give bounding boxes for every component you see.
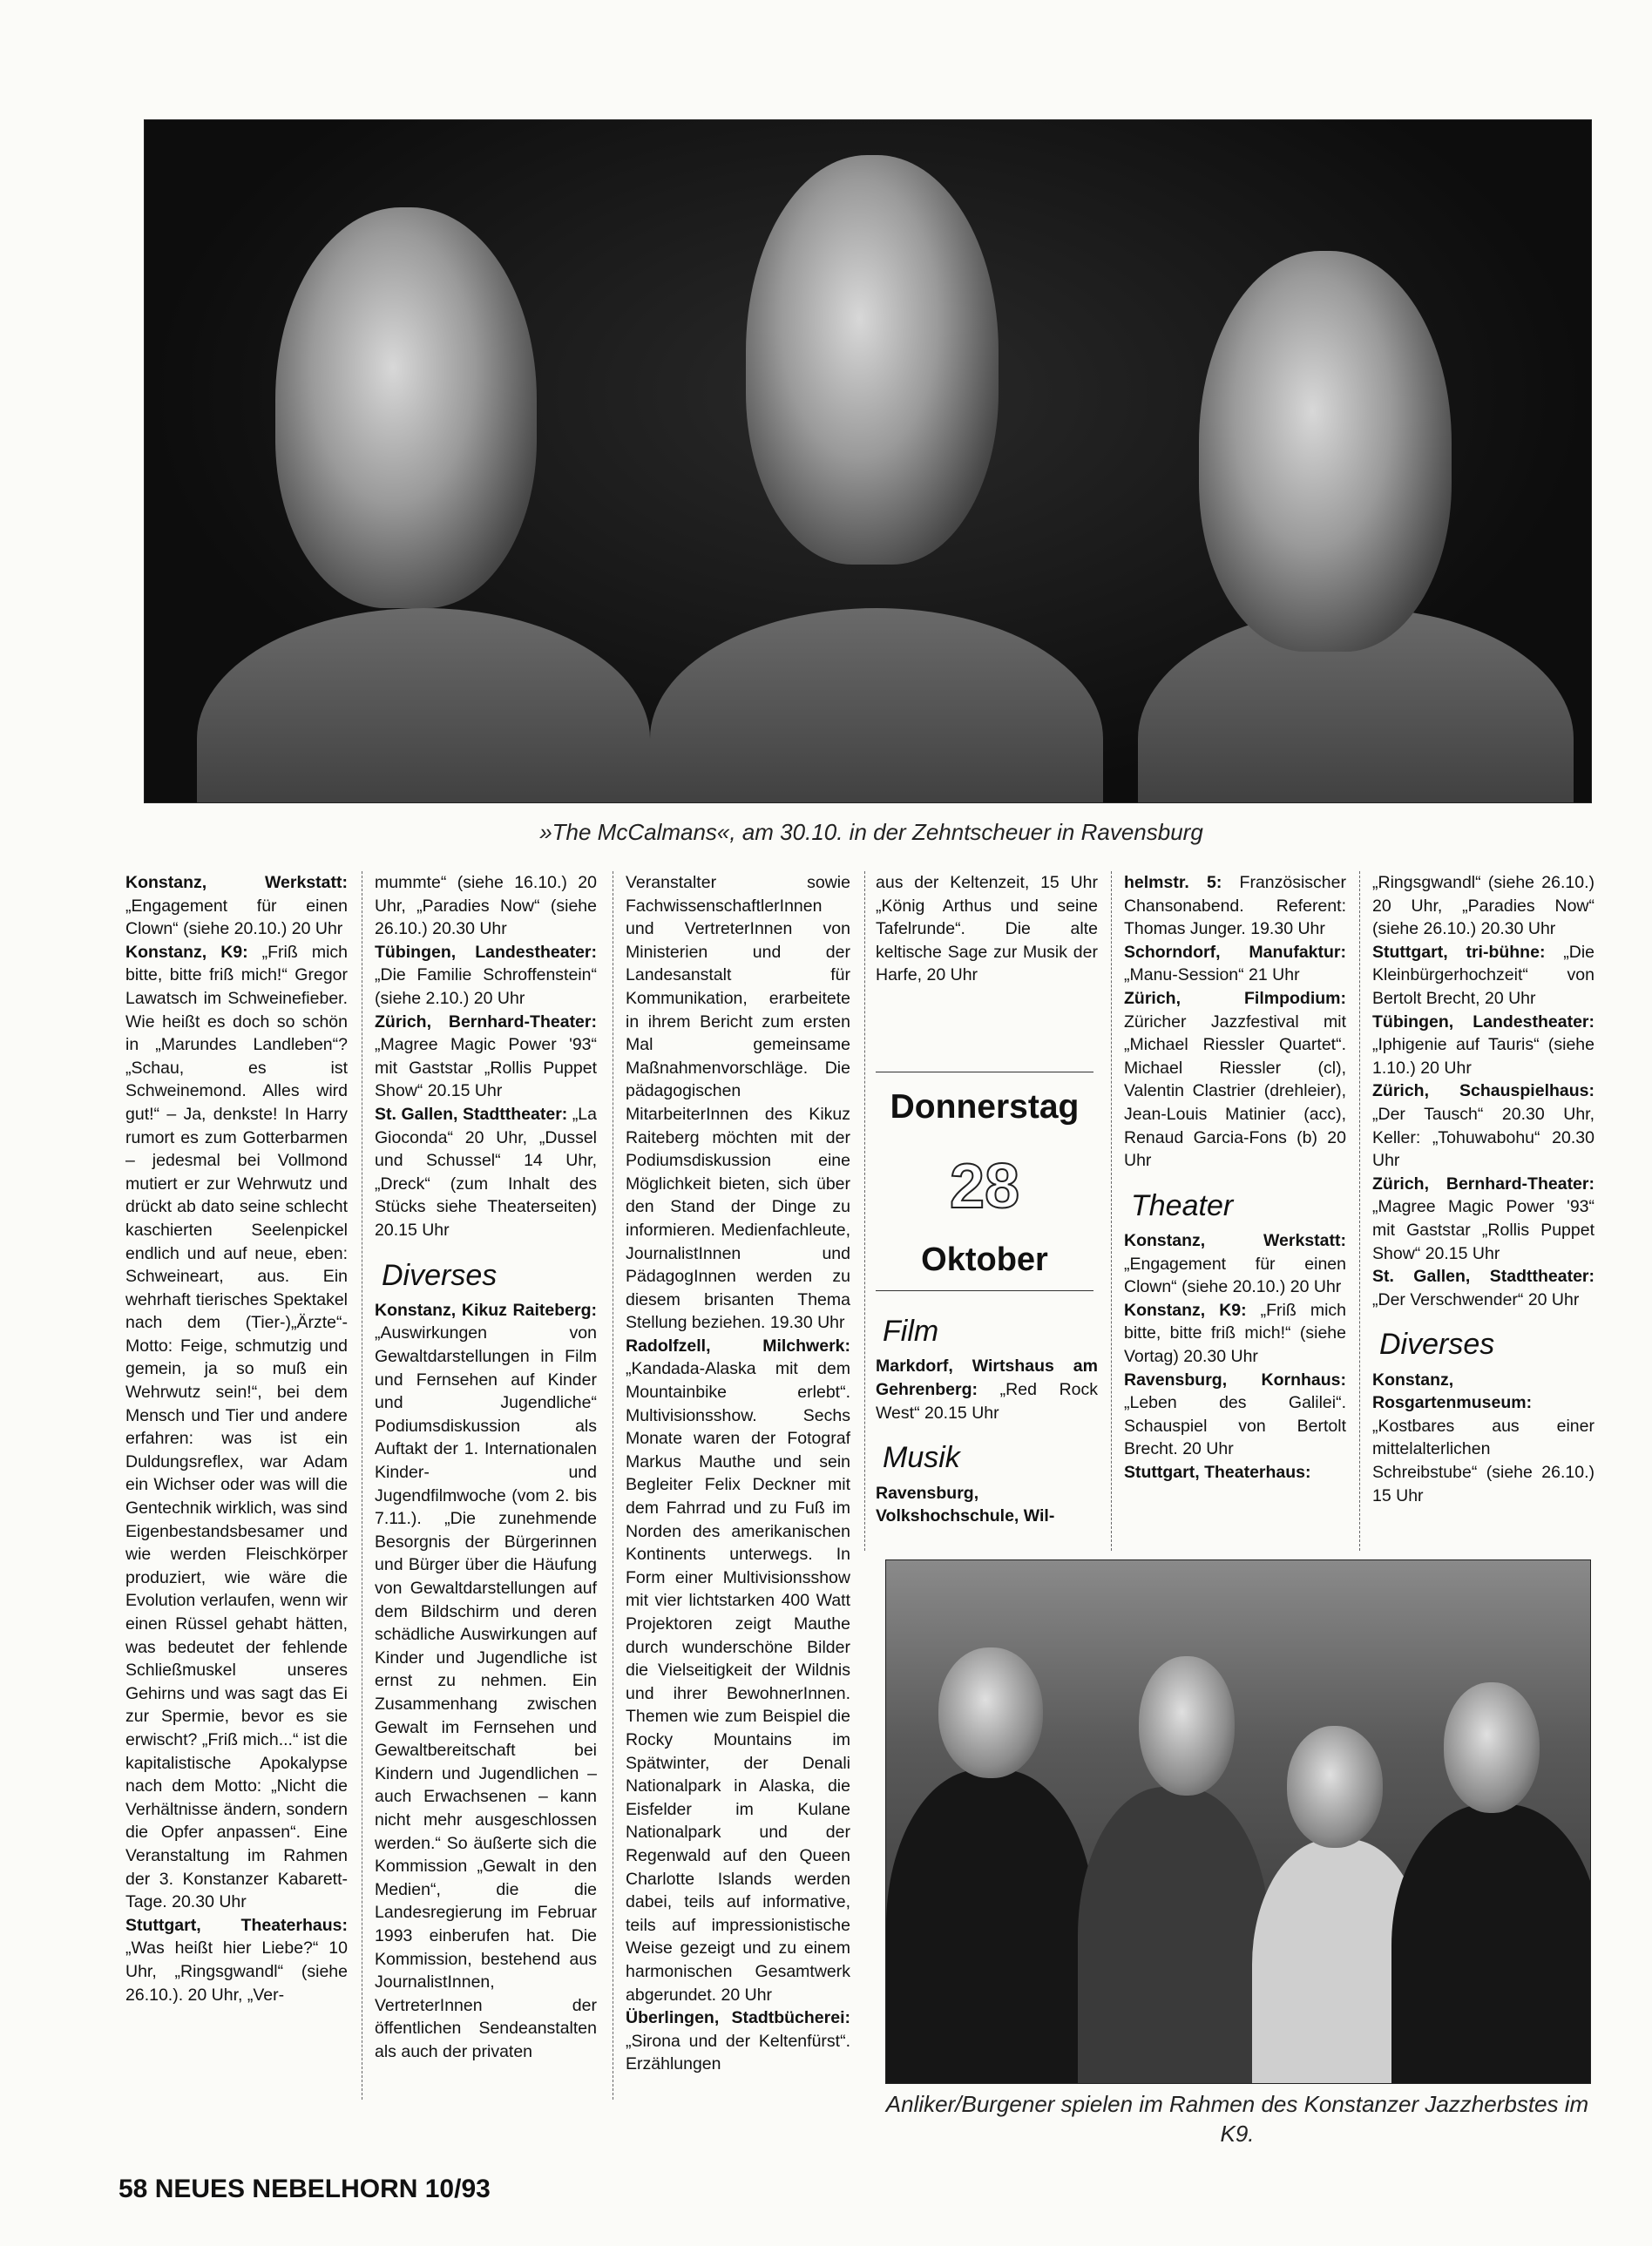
listing-text: „Auswirkungen von Gewaltdarstellungen in Film und Fernsehen auf Kinder und Jugendliche“ Podiumsdiskussion als Auftakt der 1. Internationalen Kinder- und Jugendfilmwoche (vom 2. bis 7.11.). „Die zunehmende Besorgnis der Bürgerinnen und Bürger über die Häufung von Gewaltdarstellungen auf dem Bildschirm und deren schädliche Auswirkungen auf Kinder und Jugendliche ist ernst zu nehmen. Ein Zusammenhang zwischen Gewalt im Fernsehen und Gewaltbereitschaft bei Kindern und Jugendlichen – auch Erwachsenen – kann nicht mehr ausgeschlossen werden.“ So äußerte sich die Kommission „Gewalt in den Medien“, die die Landesregierung im Februar 1993 einberufen hat. Die Kommission, bestehend aus JournalistInnen, VertreterInnen der öffentlichen Sendeanstalten als auch der privaten <box>375 1323 597 2061</box>
listing-entry <box>1372 1369 1594 1508</box>
listing-venue: Überlingen, Stadtbücherei: <box>626 2008 850 2028</box>
photo-anliker-burgener <box>885 1559 1591 2084</box>
listing-text: „Die Familie Schroffenstein“ (siehe 2.10.) 20 Uhr <box>375 965 597 1008</box>
column-3 <box>626 871 850 2076</box>
listing-venue: Zürich, Filmpodium: <box>1124 988 1346 1008</box>
listing-venue: Konstanz, Rosgartenmuseum: <box>1372 1370 1533 1413</box>
listing-venue: Ravensburg, Kornhaus: <box>1124 1370 1346 1390</box>
listing-text: „Friß mich bitte, bitte friß mich!“ Gregor Lawatsch im Schweinefieber. Wie heißt es doch so schön in „Marundes Landleben“? „Schau, es ist Schweinemond. Alles wird gut!“ – Ja, denkste! In Harry rumort es zum Gotterbarmen – jedesmal bei Vollmond mutiert er zur Wehrwutz und drückt ab dato seine schlecht kaschierten Seelenpickel endlich und auf neue, eben: Schweineart, aus. Ein wehrhaft tierisches Spektakel nach dem (Tier-)„Ärzte“-Motto: Feige, schmutzig und gemein, ja so muß ein Wehrwutz sein!“, bei dem Mensch und Tier und andere erfahren: was ist ein Duldungsreflex, war Adam ein Wichser oder was will die Gentechnik wirklich, was sind Eigenbestandsbesamer und wie werden Fleischkörper produziert, wie wäre die Evolution verlaufen, wenn wir einen Rüssel gehabt hätten, was bedeutet der fehlende Schließmuskel unseres Gehirns und was sagt das Ei zur Spermie, bevor es sie erwischt? „Friß mich...“ ist die kapitalistische Apokalypse nach dem Motto: „Nicht die Verhältnisse ändern, sondern die Opfer anpassen“. Eine Veranstaltung im Rahmen der 3. Konstanzer Kabarett-Tage. 20.30 Uhr <box>125 942 348 1912</box>
listing-text: Französischer Chansonabend. Referent: Thomas Junger. 19.30 Uhr <box>1124 873 1346 939</box>
listing-text: „Sirona und der Keltenfürst“. Erzählungen <box>626 2031 850 2074</box>
listing-entry <box>1124 941 1346 987</box>
listing-entry <box>876 871 1098 987</box>
listing-text: Züricher Jazzfestival mit „Michael Riessler Quartet“. Michael Riessler (cl), Valentin Clastrier (drehleier), Jean-Louis Matinier (acc), Renaud Garcia-Fons (b) 20 Uhr <box>1124 1011 1346 1171</box>
listing-venue: Tübingen, Landestheater: <box>1372 1011 1594 1032</box>
listing-entry <box>876 1355 1098 1424</box>
listing-entry <box>876 1482 1098 1528</box>
listing-text: „Ringsgwandl“ (siehe 26.10.) 20 Uhr, „Paradies Now“ (siehe 26.10.) 20.30 Uhr <box>1372 873 1594 939</box>
section-heading: Diverses <box>1379 1328 1495 1362</box>
listing-venue: Zürich, Bernhard-Theater: <box>375 1011 597 1032</box>
listing-text: „Magree Magic Power '93“ mit Gaststar „Rollis Puppet Show“ 20.15 Uhr <box>375 1035 597 1101</box>
listing-venue: Zürich, Schauspielhaus: <box>1372 1081 1594 1101</box>
date-weekday: Donnerstag <box>890 1088 1080 1126</box>
listing-entry <box>1124 871 1346 941</box>
listing-venue: Konstanz, K9: <box>125 942 248 962</box>
listing-venue: helmstr. 5: <box>1124 873 1222 892</box>
listing-entry <box>1372 1265 1594 1311</box>
listing-venue: Konstanz, K9: <box>1124 1300 1247 1320</box>
column-4b <box>876 1298 1098 1528</box>
listing-text: mummte“ (siehe 16.10.) 20 Uhr, „Paradies Now“ (siehe 26.10.) 20.30 Uhr <box>375 873 597 939</box>
section-heading: Film <box>883 1315 939 1348</box>
listing-text: „Manu-Session“ 21 Uhr <box>1124 965 1300 985</box>
listing-entry <box>375 1011 597 1103</box>
listing-entry <box>1372 871 1594 941</box>
listing-entry <box>1372 1011 1594 1080</box>
date-day: 28 <box>949 1152 1020 1221</box>
listing-venue: Konstanz, Werkstatt: <box>125 873 348 892</box>
listing-entry <box>626 871 850 1335</box>
listing-venue: Markdorf, Wirtshaus am Gehrenberg: <box>876 1356 1098 1399</box>
listing-venue: St. Gallen, Stadttheater: <box>1372 1267 1594 1287</box>
listing-venue: Zürich, Bernhard-Theater: <box>1372 1174 1594 1194</box>
listing-entry <box>1124 987 1346 1173</box>
listing-venue: Tübingen, Landestheater: <box>375 942 597 962</box>
listing-venue: Stuttgart, tri-bühne: <box>1372 942 1546 962</box>
listing-text: aus der Keltenzeit, 15 Uhr „König Arthus und seine Tafelrunde“. Die alte keltische Sage zur Musik der Harfe, 20 Uhr <box>876 873 1098 985</box>
column-6 <box>1372 871 1594 1507</box>
page-footer: 58 NEUES NEBELHORN 10/93 <box>118 2175 491 2203</box>
listing-entry <box>626 2006 850 2076</box>
listing-text: Veranstalter sowie FachwissenschaftlerInnen und VertreterInnen von Ministerien und der Landesanstalt für Kommunikation, erarbeitete in ihrem Bericht zum ersten Mal gemeinsame Maßnahmenvorschläge. Die pädagogischen MitarbeiterInnen des Kikuz Raiteberg möchten mit der Podiumsdiskussion eine Möglichkeit bieten, sich über den Stand der Dinge zu informieren. Medienfachleute, JournalistInnen und PädagogInnen werden zu diesem brisanten Thema Stellung beziehen. 19.30 Uhr <box>626 873 850 1333</box>
photo-mccalmans <box>144 119 1592 803</box>
caption-bottom: Anliker/Burgener spielen im Rahmen des Konstanzer Jazzherbstes im K9. <box>885 2091 1589 2147</box>
listing-entry <box>375 941 597 1011</box>
listing-text: „Friß mich bitte, bitte friß mich!“ (siehe Vortag) 20.30 Uhr <box>1124 1300 1346 1367</box>
date-month: Oktober <box>921 1241 1048 1278</box>
listing-text: „La Gioconda“ 20 Uhr, „Dussel und Schussel“ 14 Uhr, „Dreck“ (zum Inhalt des Stücks siehe Theaterseiten) 20.15 Uhr <box>375 1104 597 1240</box>
caption-top: »The McCalmans«, am 30.10. in der Zehntscheuer in Ravensburg <box>539 819 1203 845</box>
listing-entry <box>1372 1079 1594 1172</box>
listing-entry <box>1124 1461 1346 1485</box>
listing-entry <box>375 871 597 941</box>
listing-text: „Kostbares aus einer mittelalterlichen Schreibstube“ (siehe 26.10.) 15 Uhr <box>1372 1416 1594 1505</box>
listing-venue: Konstanz, Werkstatt: <box>1124 1231 1346 1251</box>
listing-entry <box>626 1335 850 2006</box>
section-heading: Musik <box>883 1441 960 1475</box>
listing-text: „Iphigenie auf Tauris“ (siehe 1.10.) 20 Uhr <box>1372 1035 1594 1078</box>
listing-entry <box>375 1299 597 2064</box>
listing-venue: Ravensburg, Volkshochschule, Wil- <box>876 1483 1055 1526</box>
listing-text: „Was heißt hier Liebe?“ 10 Uhr, „Ringsgwandl“ (siehe 26.10.). 20 Uhr, „Ver- <box>125 1938 348 2005</box>
listing-entry <box>1124 1229 1346 1299</box>
date-box <box>876 1072 1093 1291</box>
column-2 <box>375 871 597 2063</box>
section-heading: Theater <box>1131 1188 1234 1222</box>
listing-venue: Stuttgart, Theaterhaus: <box>1124 1463 1311 1483</box>
listing-venue: St. Gallen, Stadttheater: <box>375 1104 568 1124</box>
listing-text: „Red Rock West“ 20.15 Uhr <box>876 1379 1098 1423</box>
listing-text: „Die Kleinbürgerhochzeit“ von Bertolt Brecht, 20 Uhr <box>1372 942 1594 1008</box>
listing-entry <box>1372 1173 1594 1265</box>
column-5 <box>1124 871 1346 1485</box>
listing-venue: Stuttgart, Theaterhaus: <box>125 1915 348 1935</box>
listing-text: „Engagement für einen Clown“ (siehe 20.10.) 20 Uhr <box>1124 1254 1346 1297</box>
listing-entry <box>375 1103 597 1242</box>
listing-entry <box>125 1914 348 2006</box>
listing-entry <box>1124 1299 1346 1369</box>
column-4 <box>876 871 1098 987</box>
listing-text: „Der Tausch“ 20.30 Uhr, Keller: „Tohuwabohu“ 20.30 Uhr <box>1372 1104 1594 1171</box>
listing-text: „Leben des Galilei“. Schauspiel von Bertolt Brecht. 20 Uhr <box>1124 1393 1346 1459</box>
listing-entry <box>125 941 348 1914</box>
listing-venue: Schorndorf, Manufaktur: <box>1124 942 1346 962</box>
listing-text: „Engagement für einen Clown“ (siehe 20.10.) 20 Uhr <box>125 896 348 939</box>
listing-entry <box>1372 941 1594 1011</box>
listing-text: „Kandada-Alaska mit dem Mountainbike erlebt“. Multivisionsshow. Sechs Monate waren der Fotograf Markus Mauthe und sein Begleiter Felix Deckner mit dem Fahrrad und zu Fuß im Norden des amerikanischen Kontinents unterwegs. In Form einer Multivisionsshow mit vier lichtstarken 400 Watt Projektoren zeigt Mauthe durch wunderschöne Bilder die Vielseitigkeit der Wildnis und ihrer BewohnerInnen. Themen wie zum Beispiel die Rocky Mountains im Spätwinter, der Denali Nationalpark in Alaska, die Eisfelder im Kulane Nationalpark und der Regenwald auf den Queen Charlotte Islands werden dabei, teils auf informative, teils auf impressionistische Weise gezeigt und zu einem harmonischen Gesamtwerk abgerundet. 20 Uhr <box>626 1359 850 2005</box>
listing-entry <box>1124 1369 1346 1461</box>
listing-venue: Konstanz, Kikuz Raiteberg: <box>375 1300 597 1320</box>
listing-text: „Magree Magic Power '93“ mit Gaststar „Rollis Puppet Show“ 20.15 Uhr <box>1372 1197 1594 1263</box>
listing-entry <box>125 871 348 941</box>
listing-text: „Der Verschwender“ 20 Uhr <box>1372 1289 1580 1309</box>
section-heading: Diverses <box>382 1258 498 1292</box>
column-1 <box>125 871 348 2006</box>
listing-venue: Radolfzell, Milchwerk: <box>626 1336 850 1356</box>
